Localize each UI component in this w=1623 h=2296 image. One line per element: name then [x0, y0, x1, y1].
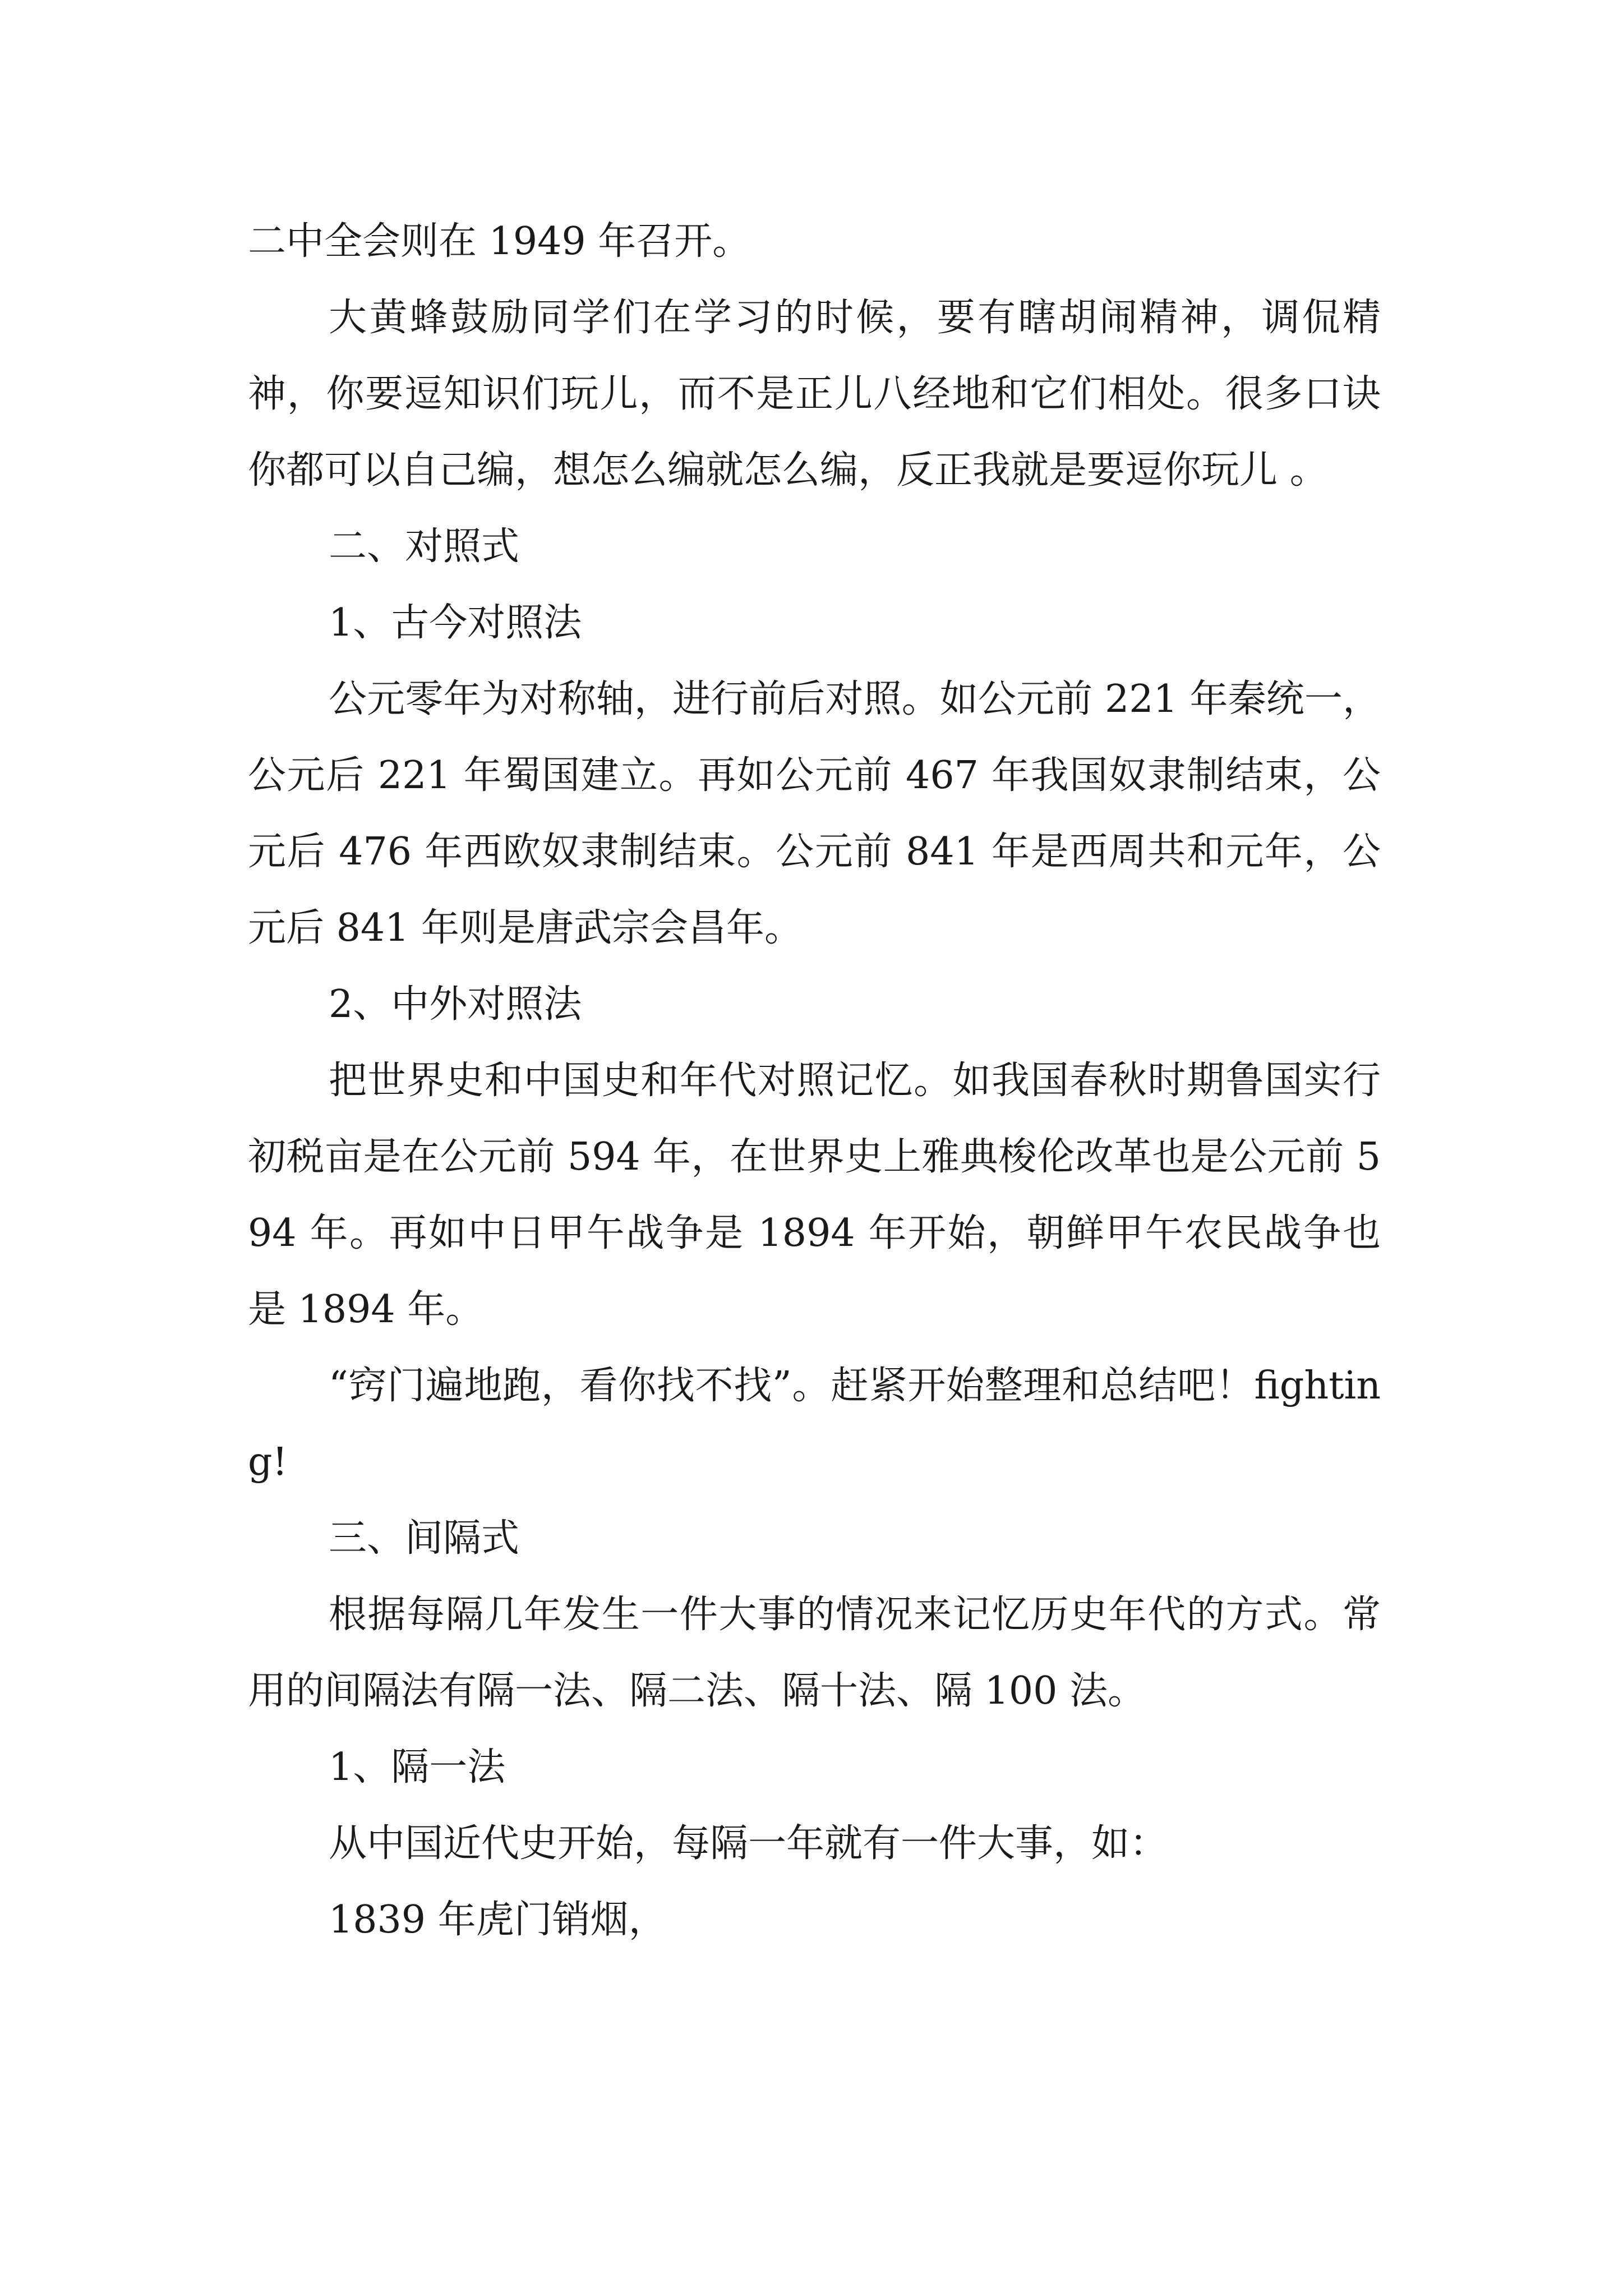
- paragraph: 公元零年为对称轴，进行前后对照。如公元前 221 年秦统一，公元后 221 年蜀国建立。再如公元前 467 年我国奴隶制结束，公元后 476 年西欧奴隶制结束。公元前 841 年是西周共和元年，公元后 841 年则是唐武宗会昌年。: [248, 677, 1381, 950]
- section-heading: 三、间隔式: [329, 1516, 520, 1561]
- paragraph: 大黄蜂鼓励同学们在学习的时候，要有瞎胡闹精神，调侃精神，你要逗知识们玩儿，而不是正儿八经地和它们相处。很多口诀你都可以自己编，想怎么编就怎么编，反正我就是要逗你玩儿 。: [248, 296, 1381, 493]
- paragraph: 根据每隔几年发生一件大事的情况来记忆历史年代的方式。常用的间隔法有隔一法、隔二法、隔十法、隔 100 法。: [248, 1593, 1381, 1713]
- subsection-heading: 1、古今对照法: [329, 601, 582, 645]
- paragraph: 从中国近代史开始，每隔一年就有一件大事，如：: [329, 1821, 1168, 1866]
- subsection-heading: 1、隔一法: [329, 1745, 506, 1789]
- document-body: [248, 204, 1381, 1958]
- paragraph: 1839 年虎门销烟，: [329, 1898, 667, 1942]
- paragraph: “窍门遍地跑，看你找不找”。赶紧开始整理和总结吧！fighting!: [248, 1364, 1381, 1484]
- subsection-heading: 2、中外对照法: [329, 982, 582, 1027]
- paragraph: 把世界史和中国史和年代对照记忆。如我国春秋时期鲁国实行初税亩是在公元前 594 年，在世界史上雅典梭伦改革也是公元前 594 年。再如中日甲午战争是 1894 年开始，朝鲜甲午农民战争也是 1894 年。: [248, 1059, 1381, 1332]
- paragraph-continuation: 二中全会则在 1949 年召开。: [248, 219, 751, 264]
- section-heading: 二、对照式: [329, 524, 520, 569]
